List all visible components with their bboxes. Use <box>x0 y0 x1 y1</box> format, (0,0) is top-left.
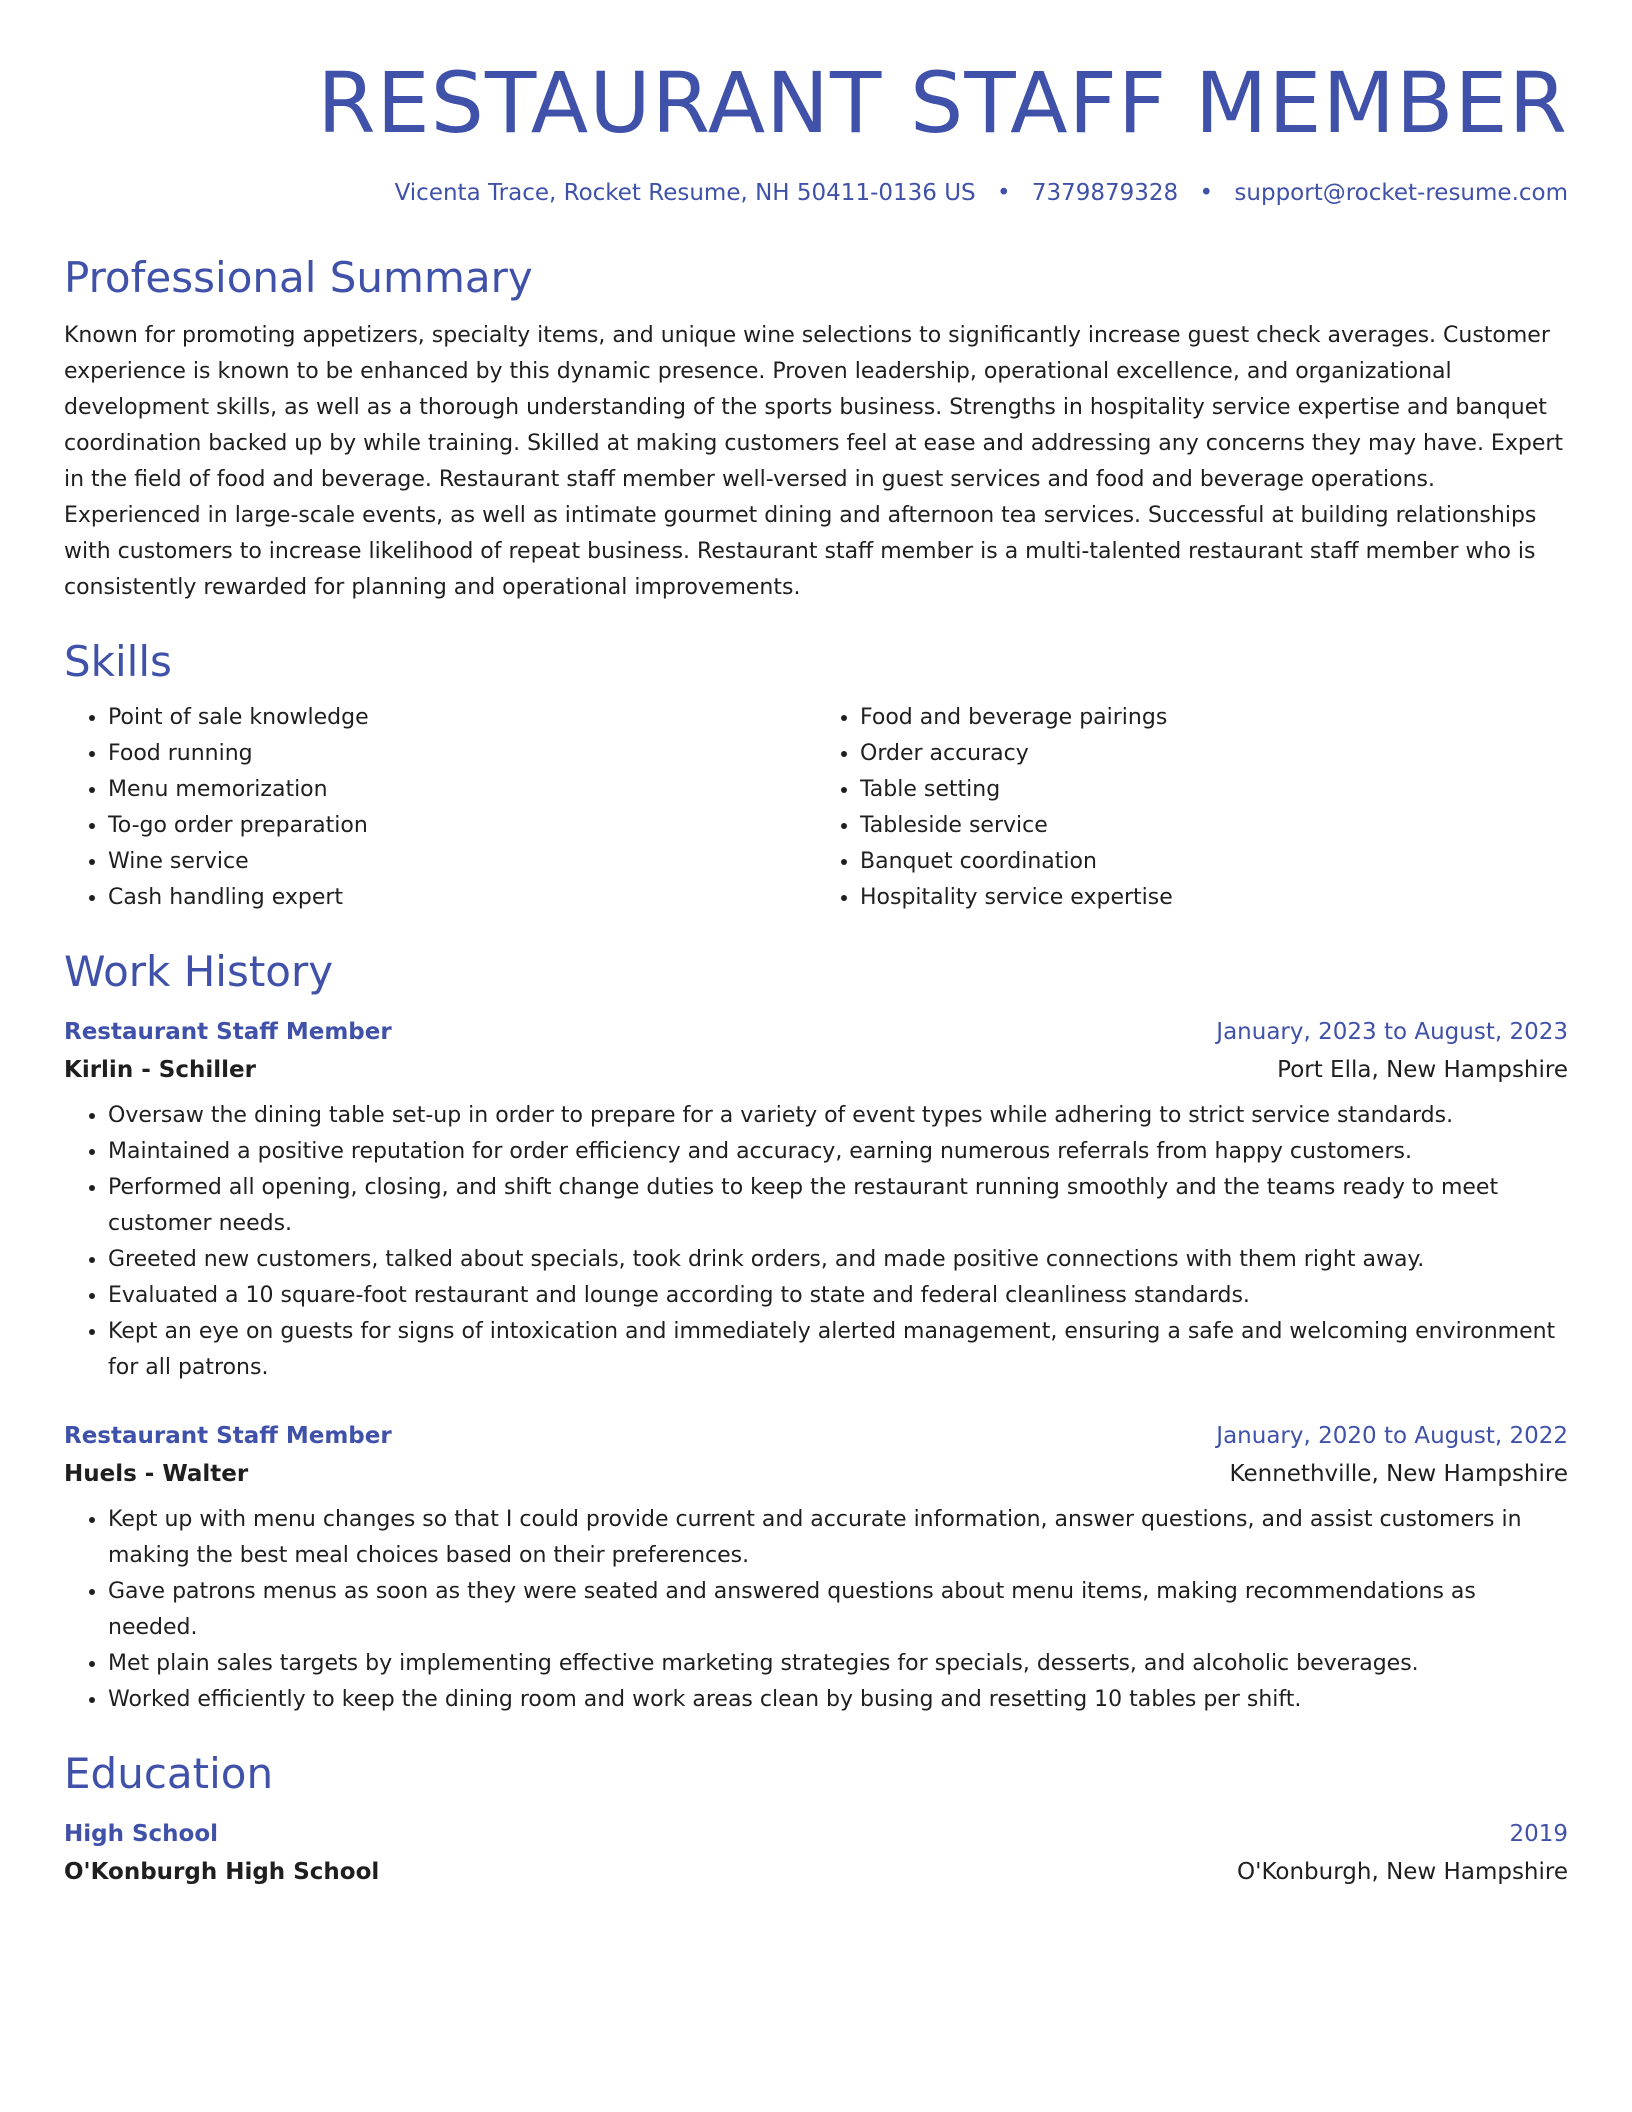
job-header <box>64 1418 1568 1454</box>
contact-address: Vicenta Trace, Rocket Resume, NH 50411-0136 US <box>394 180 976 206</box>
skill-item: • Point of sale knowledge <box>108 700 816 736</box>
job-bullets <box>64 1502 1568 1718</box>
job-bullet: • Worked efficiently to keep the dining room and work areas clean by busing and resetting 10 tables per shift. <box>108 1682 1568 1718</box>
job-bullet: • Met plain sales targets by implementing effective marketing strategies for specials, desserts, and alcoholic beverages. <box>108 1646 1568 1682</box>
skill-item: • Food and beverage pairings <box>860 700 1568 736</box>
education-subheader <box>64 1852 1568 1892</box>
contact-line <box>64 176 1568 210</box>
education-heading: Education <box>64 1749 274 1798</box>
job-location: Port Ella, New Hampshire <box>1277 1057 1568 1083</box>
job-location: Kennethville, New Hampshire <box>1229 1461 1568 1487</box>
resume-name: RESTAURANT STAFF MEMBER <box>317 54 1568 152</box>
job-employer: Kirlin - Schiller <box>64 1057 256 1083</box>
skill-item: • Table setting <box>860 772 1568 808</box>
education-header <box>64 1816 1568 1852</box>
education-year: 2019 <box>1509 1821 1568 1847</box>
job-bullet: • Performed all opening, closing, and shift change duties to keep the restaurant running smoothly and the teams ready to meet customer needs. <box>108 1170 1568 1242</box>
skill-item: • Hospitality service expertise <box>860 880 1568 916</box>
job-entry <box>64 1014 1568 1386</box>
skills-heading: Skills <box>64 637 172 686</box>
contact-separator: • <box>996 180 1011 206</box>
job-title: Restaurant Staff Member <box>64 1423 392 1449</box>
job-bullet: • Kept up with menu changes so that I could provide current and accurate information, answer questions, and assist customers in making the best meal choices based on their preferences. <box>108 1502 1568 1574</box>
summary-text: Known for promoting appetizers, specialty items, and unique wine selections to significantly increase guest check averages. Customer experience is known to be enhanced by this dynamic presence. Proven leadership, operational excellence, and organizational development skills, as well as a thorough understanding of the sports business. Strengths in hospitality service expertise and banquet coordination backed up by while training. Skilled at making customers feel at ease and addressing any concerns they may have. Expert in the field of food and beverage. Restaurant staff member well-versed in guest services and food and beverage operations. Experienced in large-scale events, as well as intimate gourmet dining and afternoon tea services. Successful at building relationships with customers to increase likelihood of repeat business. Restaurant staff member is a multi-talented restaurant staff member who is consistently rewarded for planning and operational improvements. <box>64 323 1564 600</box>
skill-item: • Order accuracy <box>860 736 1568 772</box>
job-dates: January, 2023 to August, 2023 <box>1216 1019 1568 1045</box>
job-bullet: • Greeted new customers, talked about specials, took drink orders, and made positive connections with them right away. <box>108 1242 1568 1278</box>
contact-phone: 7379879328 <box>1031 180 1179 206</box>
job-subheader <box>64 1050 1568 1090</box>
skill-item: • Menu memorization <box>108 772 816 808</box>
job-bullet: • Gave patrons menus as soon as they were seated and answered questions about menu items, making recommendations as needed. <box>108 1574 1568 1646</box>
skills-list <box>64 700 1568 916</box>
skill-item: • To-go order preparation <box>108 808 816 844</box>
job-bullet: • Evaluated a 10 square-foot restaurant and lounge according to state and federal cleanliness standards. <box>108 1278 1568 1314</box>
skill-item: • Tableside service <box>860 808 1568 844</box>
job-title: Restaurant Staff Member <box>64 1019 392 1045</box>
skills-column-left <box>64 700 816 916</box>
education-location: O'Konburgh, New Hampshire <box>1237 1859 1568 1885</box>
education-school: O'Konburgh High School <box>64 1859 380 1885</box>
job-entry <box>64 1418 1568 1718</box>
job-bullet: • Maintained a positive reputation for order efficiency and accuracy, earning numerous referrals from happy customers. <box>108 1134 1568 1170</box>
job-dates: January, 2020 to August, 2022 <box>1216 1423 1568 1449</box>
job-employer: Huels - Walter <box>64 1461 249 1487</box>
education-degree: High School <box>64 1821 219 1847</box>
skills-column-right <box>816 700 1568 916</box>
contact-separator: • <box>1199 180 1214 206</box>
contact-email: support@rocket-resume.com <box>1234 180 1568 206</box>
job-subheader <box>64 1454 1568 1494</box>
work-history-heading: Work History <box>64 947 334 996</box>
education-entry <box>64 1816 1568 1892</box>
summary-heading: Professional Summary <box>64 253 533 302</box>
skill-item: • Wine service <box>108 844 816 880</box>
skill-item: • Cash handling expert <box>108 880 816 916</box>
job-bullet: • Kept an eye on guests for signs of intoxication and immediately alerted management, ensuring a safe and welcoming environment for all patrons. <box>108 1314 1568 1386</box>
skill-item: • Banquet coordination <box>860 844 1568 880</box>
skill-item: • Food running <box>108 736 816 772</box>
job-header <box>64 1014 1568 1050</box>
job-bullet: • Oversaw the dining table set-up in order to prepare for a variety of event types while adhering to strict service standards. <box>108 1098 1568 1134</box>
job-bullets <box>64 1098 1568 1386</box>
